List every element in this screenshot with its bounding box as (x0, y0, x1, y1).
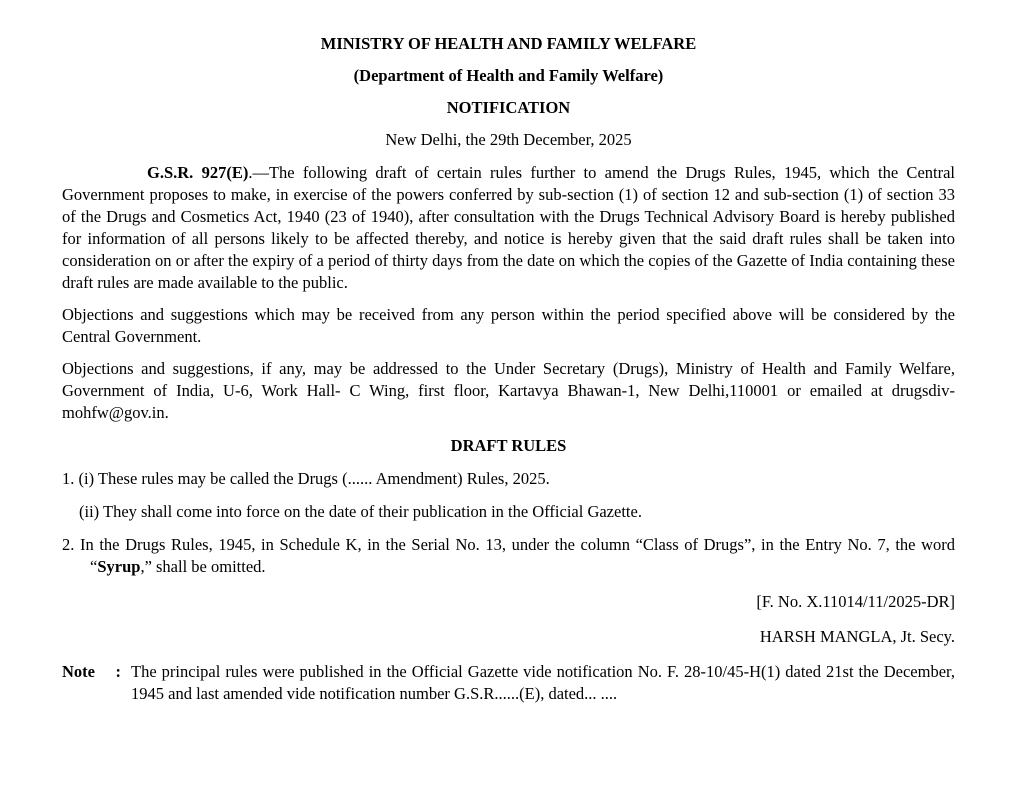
note-label (62, 661, 131, 705)
note-label-colon: : (115, 662, 121, 681)
rule-2 (62, 534, 955, 578)
rule-2-bold-word: Syrup (97, 557, 141, 576)
rule-1-clause-ii: (ii) They shall come into force on the date of their publication in the Official Gazette. (79, 502, 642, 521)
objections-paragraph-1: Objections and suggestions which may be received from any person within the period specified above will be considered by the Central Government. (62, 305, 955, 346)
gsr-number: G.S.R. 927(E) (147, 163, 249, 182)
dateline: New Delhi, the 29th December, 2025 (385, 130, 632, 149)
note-block (62, 661, 955, 705)
signature: HARSH MANGLA, Jt. Secy. (759, 627, 955, 646)
rule-2-text-after: ,” shall be omitted. (140, 557, 266, 576)
objections-paragraph-2: Objections and suggestions, if any, may be addressed to the Under Secretary (Drugs), Ministry of Health and Family Welfare, Government of India, U-6, Work Hall- C Wing, first floor, Kartavya Bhawan-1, New Delhi,110001 or emailed at drugsdiv-mohfw@gov.in. (62, 359, 955, 422)
gsr-paragraph (62, 162, 955, 294)
rule-1-clause-i: 1. (i) These rules may be called the Drugs (...... Amendment) Rules, 2025. (62, 469, 550, 488)
department-subtitle: (Department of Health and Family Welfare) (353, 66, 664, 85)
note-text: The principal rules were published in the Official Gazette vide notification No. F. 28-10/45-H(1) dated 21st the December, 1945 and last amended vide notification number G.S.R......(E), dated... .... (131, 662, 955, 703)
ministry-title: MINISTRY OF HEALTH AND FAMILY WELFARE (320, 34, 697, 53)
draft-rules-heading: DRAFT RULES (450, 436, 567, 455)
file-number: [F. No. X.11014/11/2025-DR] (756, 592, 955, 611)
notification-heading: NOTIFICATION (446, 98, 571, 117)
note-label-word: Note (62, 662, 95, 681)
rule-2-text-before: 2. In the Drugs Rules, 1945, in Schedule K, in the Serial No. 13, under the column “Class of Drugs”, in the Entry No. 7, the word “ (62, 535, 955, 576)
gsr-paragraph-text: .—The following draft of certain rules further to amend the Drugs Rules, 1945, which the Central Government proposes to make, in exercise of the powers conferred by sub-section (1) of section 12 and sub-section (1) of section 33 of the Drugs and Cosmetics Act, 1940 (23 of 1940), after consultation with the Drugs Technical Advisory Board is hereby published for information of all persons likely to be affected thereby, and notice is hereby given that the said draft rules shall be taken into consideration on or after the expiry of a period of thirty days from the date on which the copies of the Gazette of India containing these draft rules are made available to the public. (62, 163, 956, 292)
